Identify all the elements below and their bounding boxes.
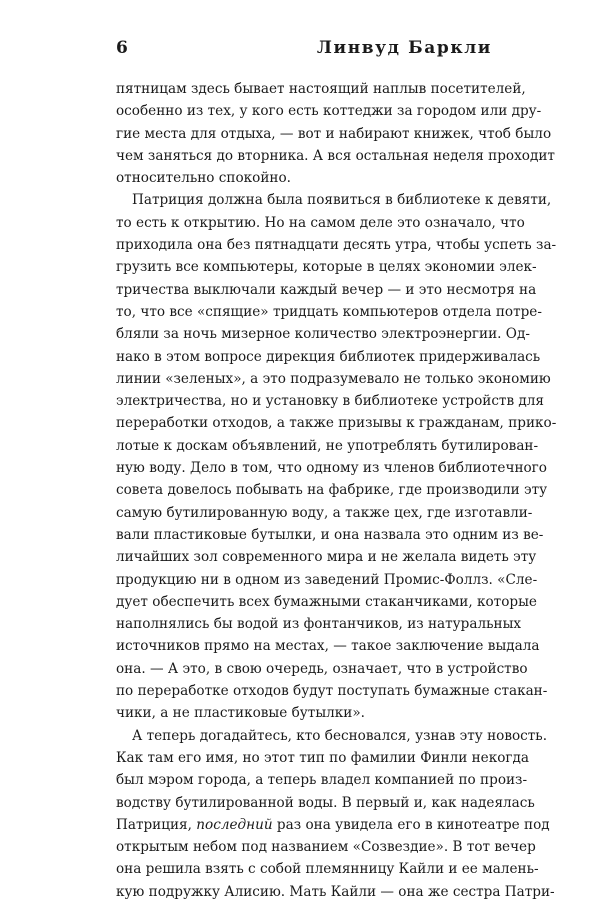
text-line: особенно из тех, у кого есть коттеджи за городом или дру- bbox=[116, 103, 542, 120]
text-line: ную воду. Дело в том, что одному из членов библиотечного bbox=[116, 460, 547, 477]
text-line: чики, а не пластиковые бутылки». bbox=[116, 705, 365, 722]
text-line: самую бутилированную воду, а также цех, где изготавли- bbox=[116, 504, 533, 521]
text-line: грузить все компьютеры, которые в целях экономии элек- bbox=[116, 259, 537, 276]
text-line: открытым небом под названием «Созвездие». В тот вечер bbox=[116, 839, 536, 856]
emphasized-word: последний bbox=[196, 816, 273, 833]
text-line: Патриция должна была появиться в библиотеке к девяти, bbox=[132, 192, 552, 209]
text-line: вали пластиковые бутылки, и она назвала это одним из ве- bbox=[116, 526, 544, 543]
page-header bbox=[116, 38, 492, 62]
text-line: приходила она без пятнадцати десять утра, чтобы успеть за- bbox=[116, 237, 557, 254]
text-line: был мэром города, а теперь владел компанией по произ- bbox=[116, 772, 528, 789]
text-line: тричества выключали каждый вечер — и это несмотря на bbox=[116, 281, 537, 298]
text-line: линии «зеленых», а это подразумевало не только экономию bbox=[116, 370, 551, 387]
text-line: то, что все «спящие» тридцать компьютеров отдела потре- bbox=[116, 303, 542, 320]
text-line: А теперь догадайтесь, кто бесновался, узнав эту новость. bbox=[132, 727, 548, 744]
text-line: чем заняться до вторника. А вся остальная неделя проходит bbox=[116, 147, 555, 164]
text-line: продукцию ни в одном из заведений Промис-Фоллз. «Сле- bbox=[116, 571, 538, 588]
text-line: переработки отходов, а также призывы к гражданам, прико- bbox=[116, 415, 557, 432]
text-line: нако в этом вопросе дирекция библиотек придерживалась bbox=[116, 348, 541, 365]
running-head-author: Линвуд Баркли bbox=[316, 38, 492, 58]
text-line: водству бутилированной воды. В первый и, как надеялась bbox=[116, 794, 535, 811]
text-segment: раз она увидела его в кинотеатре под bbox=[272, 816, 550, 833]
text-line: совета довелось побывать на фабрике, где производили эту bbox=[116, 482, 548, 499]
text-line: относительно спокойно. bbox=[116, 170, 291, 187]
text-line: источников прямо на местах, — такое заключение выдала bbox=[116, 638, 540, 655]
text-line: гие места для отдыха, — вот и набирают книжек, чтоб было bbox=[116, 125, 552, 142]
text-line: лотые к доскам объявлений, не употреблять бутилирован- bbox=[116, 437, 539, 454]
text-line: бляли за ночь мизерное количество электроэнергии. Од- bbox=[116, 326, 530, 343]
text-line: пятницам здесь бывает настоящий наплыв посетителей, bbox=[116, 81, 526, 97]
text-line: наполнялись бы водой из фонтанчиков, из натуральных bbox=[116, 616, 522, 633]
text-line: то есть к открытию. Но на самом деле это означало, что bbox=[116, 214, 525, 231]
text-line: Как там его имя, но этот тип по фамилии Финли некогда bbox=[116, 749, 529, 766]
text-line: по переработке отходов будут поступать бумажные стакан- bbox=[116, 683, 548, 700]
text-line: электричества, но и установку в библиотеке устройств для bbox=[116, 393, 545, 410]
text-line: она. — А это, в свою очередь, означает, что в устройство bbox=[116, 660, 528, 677]
text-line: дует обеспечить всех бумажными стаканчиками, которые bbox=[116, 593, 537, 610]
text-line: кую подружку Алисию. Мать Кайли — она же сестра Патри- bbox=[116, 883, 555, 900]
text-segment: Патриция, bbox=[116, 816, 197, 833]
text-line: личайших зол современного мира и не желала видеть эту bbox=[116, 549, 537, 566]
text-line-with-emphasis bbox=[116, 814, 550, 836]
page-number: 6 bbox=[116, 38, 128, 58]
text-line: она решила взять с собой племянницу Кайли и ее малень- bbox=[116, 861, 539, 878]
body-text bbox=[116, 78, 557, 903]
